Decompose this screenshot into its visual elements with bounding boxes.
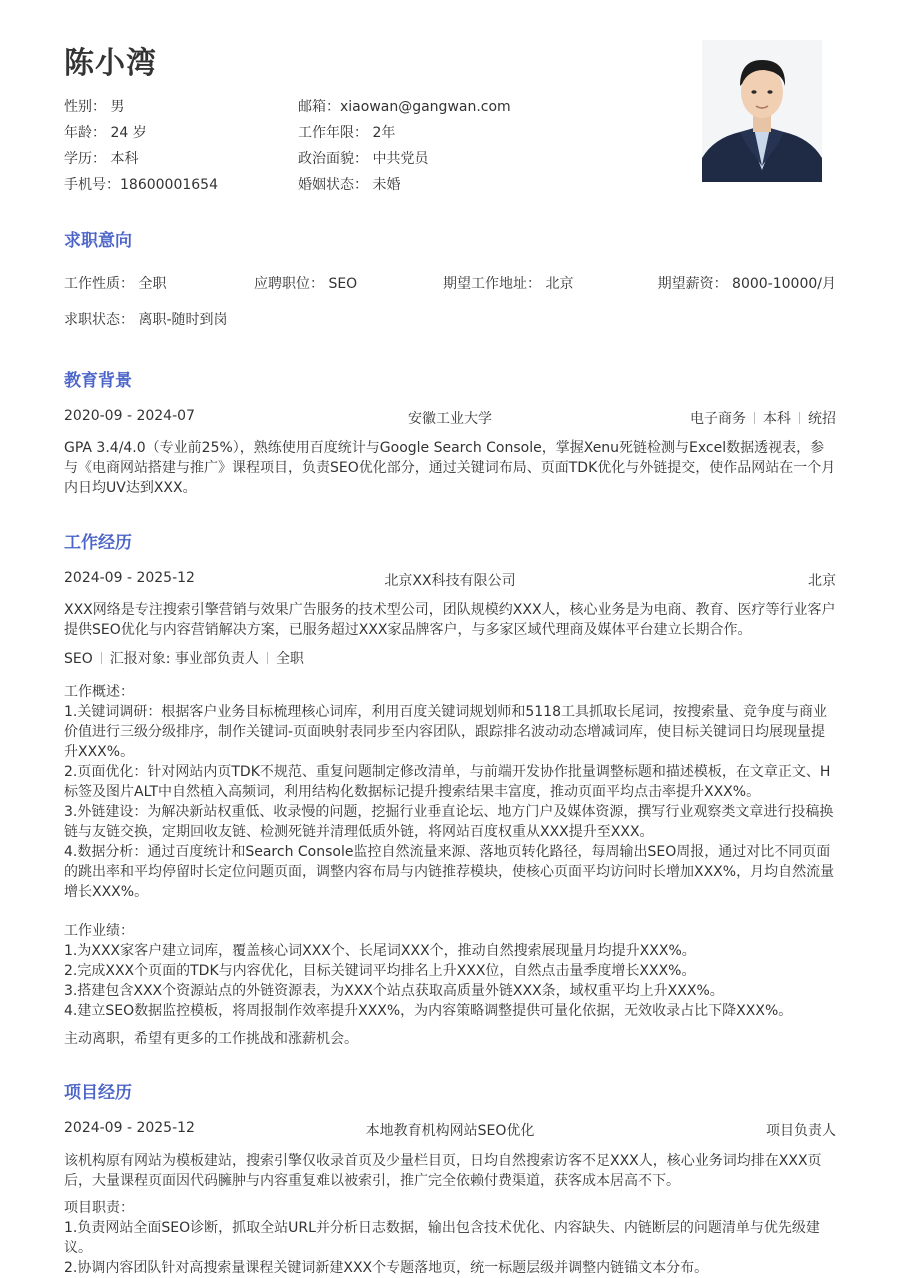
work-company: 北京XX科技有限公司	[384, 573, 516, 589]
work-overview-block	[64, 682, 836, 902]
project-duty-item: 2.协调内容团队针对高搜索量课程关键词新建XXX个专题落地页，统一标题层级并调整内链锚文本分布。	[64, 1260, 709, 1276]
info-email[interactable]: 邮箱：xiaowan@gangwan.com	[298, 99, 511, 115]
project-duty-item: 1.负责网站全面SEO诊断，抓取全站URL并分析日志数据，输出包含技术优化、内容缺失、内链断层的问题清单与优先级建议。	[64, 1220, 820, 1256]
work-result-item: 4.建立SEO数据监控模板，将周报制作效率提升XXX%，为内容策略调整提供可量化依据，无效收录占比下降XXX%。	[64, 1003, 793, 1019]
education-school: 安徽工业大学	[408, 411, 492, 427]
intent-status: 求职状态： 离职-随时到岗	[64, 312, 228, 328]
work-header-row	[64, 570, 836, 589]
info-age: 年龄： 24 岁	[64, 125, 147, 141]
project-duties-title: 项目职责：	[64, 1200, 134, 1216]
info-education-level: 学历： 本科	[64, 151, 139, 167]
education-major	[690, 408, 836, 428]
work-date: 2024-09 - 2025-12	[64, 570, 195, 586]
work-tag-type: 全职	[275, 651, 304, 667]
project-name: 本地教育机构网站SEO优化	[365, 1123, 535, 1139]
work-leave-reason: 主动离职，希望有更多的工作挑战和涨薪机会。	[64, 1031, 358, 1047]
work-city: 北京	[808, 573, 836, 589]
intent-location: 期望工作地址： 北京	[443, 276, 574, 292]
profile-photo	[702, 40, 822, 182]
info-political-status: 政治面貌： 中共党员	[298, 151, 429, 167]
work-results-block	[64, 921, 836, 1021]
work-tag-role: SEO	[64, 651, 93, 667]
project-header-row	[64, 1120, 836, 1139]
work-company-intro: XXX网络是专注搜索引擎营销与效果广告服务的技术型公司，团队规模约XXX人，核心业务是为电商、教育、医疗等行业客户提供SEO优化与内容营销解决方案，已服务超过XXX家品牌客户，与多家区域代理商及媒体平台建立长期合作。	[64, 602, 836, 638]
work-tags	[64, 648, 304, 668]
section-title-education: 教育背景	[64, 371, 132, 391]
project-role: 项目负责人	[766, 1123, 836, 1139]
work-tag-report: 汇报对象: 事业部负责人	[109, 651, 259, 667]
work-results-title: 工作业绩：	[64, 923, 134, 939]
work-overview-item: 4.数据分析：通过百度统计和Search Console监控自然流量来源、落地页转化路径，每周输出SEO周报，通过对比不同页面的跳出率和平均停留时长定位问题页面，调整内容布局与内链推荐模块，使核心页面平均访问时长增加XXX%，月均自然流量增长XXX%。	[64, 844, 835, 900]
info-work-years: 工作年限： 2年	[298, 125, 396, 141]
project-date: 2024-09 - 2025-12	[64, 1120, 195, 1136]
intent-job-type: 工作性质： 全职	[64, 276, 167, 292]
work-overview-item: 3.外链建设：为解决新站权重低、收录慢的问题，挖掘行业垂直论坛、地方门户及媒体资源，撰写行业观察类文章进行投稿换链与友链交换，定期回收友链、检测死链并清理低质外链，将网站百度权重从XXX提升至XXX。	[64, 804, 834, 840]
work-overview-title: 工作概述：	[64, 684, 134, 700]
work-overview-item: 1.关键词调研：根据客户业务目标梳理核心词库，利用百度关键词规划师和5118工具抓取长尾词，按搜索量、竞争度与商业价值进行三级分级排序，制作关键词-页面映射表同步至内容团队，跟踪排名波动动态增减词库，使目标关键词日均展现量提升XXX%。	[64, 704, 827, 760]
education-enrollment: 统招	[808, 411, 836, 427]
education-description: GPA 3.4/4.0（专业前25%），熟练使用百度统计与Google Search Console，掌握Xenu死链检测与Excel数据透视表，参与《电商网站搭建与推广》课程项目，负责SEO优化部分，通过关键词布局、页面TDK优化与外链提交，使作品网站在一个月内日均UV达到XXX。	[64, 440, 836, 496]
project-duties-block	[64, 1198, 836, 1278]
work-result-item: 3.搭建包含XXX个资源站点的外链资源表，为XXX个站点获取高质量外链XXX条，域权重平均上升XXX%。	[64, 983, 724, 999]
candidate-name: 陈小湾	[64, 46, 157, 81]
work-overview-item: 2.页面优化：针对网站内页TDK不规范、重复问题制定修改清单，与前端开发协作批量调整标题和描述模板，在文章正文、H标签及图片ALT中自然植入高频词，利用结构化数据标记提升搜索结果丰富度，推动页面平均点击率提升XXX%。	[64, 764, 831, 800]
education-header-row	[64, 408, 836, 427]
project-intro: 该机构原有网站为模板建站，搜索引擎仅收录首页及少量栏目页，日均自然搜索访客不足XXX人，核心业务词均排在XXX页后，大量课程页面因代码臃肿与内容重复难以被索引，推广完全依赖付费渠道，获客成本居高不下。	[64, 1153, 822, 1189]
profile-photo-illustration	[702, 40, 822, 182]
work-result-item: 1.为XXX家客户建立词库，覆盖核心词XXX个、长尾词XXX个，推动自然搜索展现量月均提升XXX%。	[64, 943, 696, 959]
intent-position: 应聘职位： SEO	[254, 276, 358, 292]
info-marital-status: 婚姻状态： 未婚	[298, 177, 401, 193]
section-title-intent: 求职意向	[64, 231, 132, 251]
info-gender: 性别： 男	[64, 99, 125, 115]
divider	[267, 652, 268, 664]
section-title-work: 工作经历	[64, 533, 132, 553]
divider	[799, 412, 800, 424]
section-title-project: 项目经历	[64, 1083, 132, 1103]
education-major-name: 电子商务	[690, 411, 746, 427]
education-degree: 本科	[763, 411, 791, 427]
divider	[101, 652, 102, 664]
education-date: 2020-09 - 2024-07	[64, 408, 195, 424]
work-result-item: 2.完成XXX个页面的TDK与内容优化，目标关键词平均排名上升XXX位，自然点击量季度增长XXX%。	[64, 963, 696, 979]
divider	[754, 412, 755, 424]
intent-salary: 期望薪资： 8000-10000/月	[657, 276, 836, 292]
info-phone: 手机号：18600001654	[64, 177, 218, 193]
